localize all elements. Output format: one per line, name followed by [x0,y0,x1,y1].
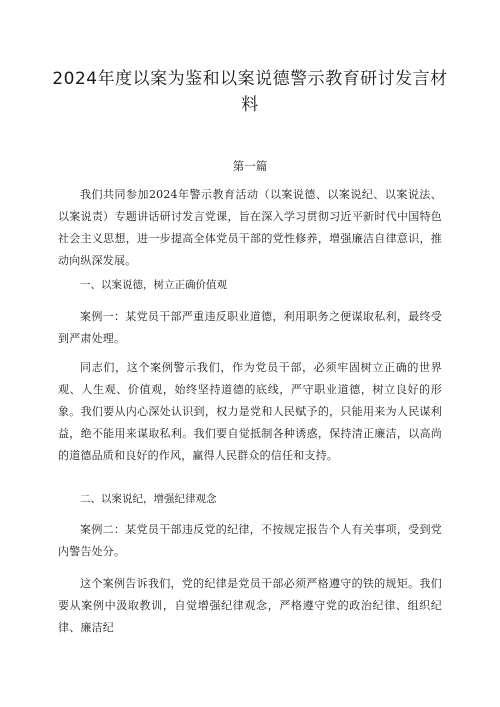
section-heading-2: 二、以案说纪，增强纪律观念 [80,493,217,505]
intro-paragraph: 我们共同参加2024年警示教育活动（以案说德、以案说纪、以案说法、以案说责）专题讲话研讨发言党课，旨在深入学习贯彻习近平新时代中国特色社会主义思想，进一步提高全体党员干部的党性修养，增强廉洁自律意识，推动向纵深发展。 [58,188,442,267]
body-paragraph-2: 这个案例告诉我们，党的纪律是党员干部必须严格遵守的铁的规矩。我们要从案例中汲取教训，自觉增强纪律观念，严格遵守党的政治纪律、组织纪律、廉洁纪 [58,577,442,634]
case-paragraph-1: 案例一：某党员干部严重违反职业道德，利用职务之便谋取私利，最终受到严肃处理。 [58,310,442,345]
document-title: 2024年度以案为鉴和以案说德警示教育研讨发言材料 [52,69,448,115]
section-heading-1: 一、以案说德，树立正确价值观 [80,279,227,291]
case-paragraph-2: 案例二：某党员干部违反党的纪律，不按规定报告个人有关事项，受到党内警告处分。 [58,523,442,558]
section-label: 第一篇 [232,159,268,173]
body-paragraph-1: 同志们，这个案例警示我们，作为党员干部，必须牢固树立正确的世界观、人生观、价值观，始终坚持道德的底线，严守职业道德，树立良好的形象。我们要从内心深处认识到，权力是党和人民赋予的，只能用来为人民谋利益，绝不能用来谋取私利。我们要自觉抵制各种诱惑，保持清正廉洁，以高尚的道德品质和良好的作风，赢得人民群众的信任和支持。 [58,361,442,462]
